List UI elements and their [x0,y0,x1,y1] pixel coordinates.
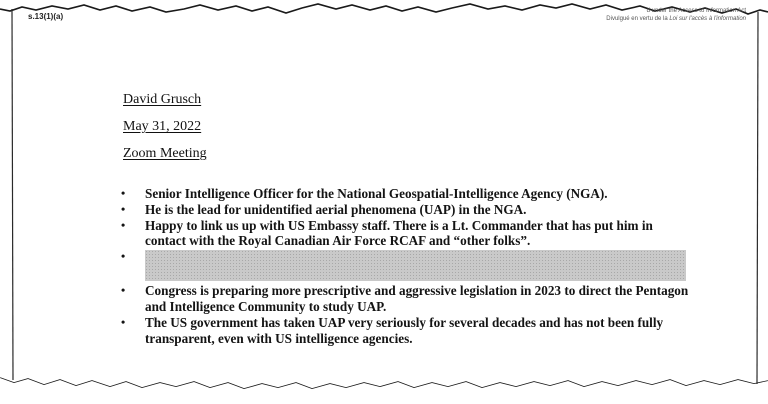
redaction-box [145,250,686,281]
left-page-edge [12,9,13,380]
bullet-text: The US government has taken UAP very seriously for several decades and has not been fully transparent, even with US intelligence agencies. [145,314,664,346]
bullet-marker: • [121,201,126,216]
bullet-item [121,186,691,202]
bullet-marker: • [121,314,126,329]
bullet-item-redacted [121,249,691,283]
bullet-text: He is the lead for unidentified aerial phenomena (UAP) in the NGA. [145,201,527,217]
bullet-item [121,218,691,250]
release-stamp [496,7,746,23]
bullet-text: Happy to link us up with US Embassy staff. There is a Lt. Commander that has put him in contact with the Royal Canadian Air Force RCAF and “other folks”. [145,217,653,249]
bullet-text: Senior Intelligence Officer for the National Geospatial-Intelligence Agency (NGA). [145,186,608,201]
bullet-marker: • [121,186,126,200]
bullet-text: Congress is preparing more prescriptive and aggressive legislation in 2023 to direct the Pentagon and Intelligence Community to study UAP. [145,283,689,314]
release-stamp-prefix: Divulgué en vertu de la [606,16,670,22]
bullet-item [121,315,691,347]
memo-date: May 31, 2022 [123,119,202,134]
bullet-marker: • [121,217,126,232]
release-stamp-line-1: d under the Access to Information Act [646,8,746,14]
right-page-edge [757,12,758,384]
notes-bullet-list [121,186,691,346]
exemption-stamp: s.13(1)(a) [28,12,64,21]
release-stamp-line-2 [496,15,746,23]
bullet-marker: • [121,249,126,264]
bullet-marker: • [121,283,126,298]
memo-name: David Grusch [123,92,202,107]
memo-meeting: Zoom Meeting [123,146,207,161]
torn-bottom-edge [0,378,768,404]
bullet-item [121,283,691,315]
release-stamp-act-name: Loi sur l'accès à l'information [669,16,746,22]
bullet-item [121,202,691,218]
